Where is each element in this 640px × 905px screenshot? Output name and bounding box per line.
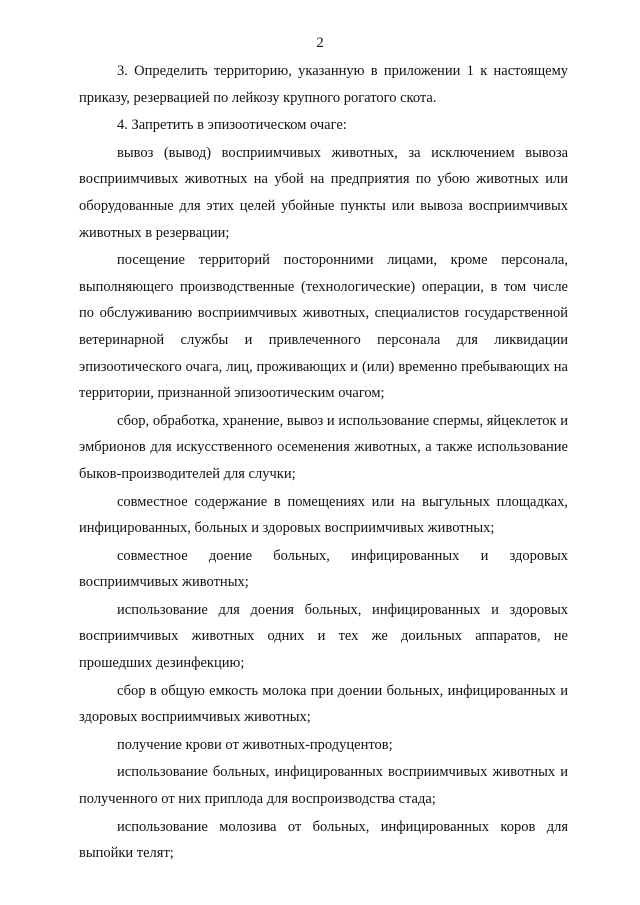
paragraph-animal-export: вывоз (вывод) восприимчивых животных, за исключением вывоза восприимчивых животных на убой на предприятия по убою животных или оборудованные для этих целей убойные пункты или вывоза восприимчивых животных в резервации; (79, 144, 568, 241)
paragraph-visitor-access: посещение территорий посторонними лицами, кроме персонала, выполняющего производственные (технологические) операции, в том числе по обслуживанию восприимчивых животных, специалистов государственной ветеринарной службы и привлеченного персонала для ликвидации эпизоотического очага, лиц, проживающих и (или) временно пребывающих на территории, признанной эпизоотическим очагом; (79, 252, 568, 402)
paragraph-milking-equipment: использование для доения больных, инфицированных и здоровых восприимчивых животных одних и тех же доильных аппаратов, не прошедших дезинфекцию; (79, 601, 568, 672)
paragraph-colostrum-use: использование молозива от больных, инфицированных коров для выпойки телят; (79, 818, 568, 862)
paragraph-joint-milking: совместное доение больных, инфицированных и здоровых восприимчивых животных; (79, 547, 568, 591)
paragraph-semen-embryos: сбор, обработка, хранение, вывоз и использование спермы, яйцеклеток и эмбрионов для искусственного осеменения животных, а также использование быков-производителей для случки; (79, 412, 568, 482)
paragraph-prohibition-heading: 4. Запретить в эпизоотическом очаге: (117, 117, 347, 134)
page-number: 2 (316, 35, 324, 51)
paragraph-breeding-use: использование больных, инфицированных восприимчивых животных и полученного от них приплода для воспроизводства стада; (79, 764, 568, 808)
document-body (79, 58, 568, 867)
paragraph-territory-reservation: 3. Определить территорию, указанную в приложении 1 к настоящему приказу, резервацией по лейкозу крупного рогатого скота. (79, 63, 568, 106)
paragraph-joint-housing: совместное содержание в помещениях или на выгульных площадках, инфицированных, больных и здоровых восприимчивых животных; (79, 493, 568, 537)
paragraph-milk-collection: сбор в общую емкость молока при доении больных, инфицированных и здоровых восприимчивых животных; (79, 682, 568, 726)
paragraph-blood-collection: получение крови от животных-продуцентов; (117, 736, 393, 753)
